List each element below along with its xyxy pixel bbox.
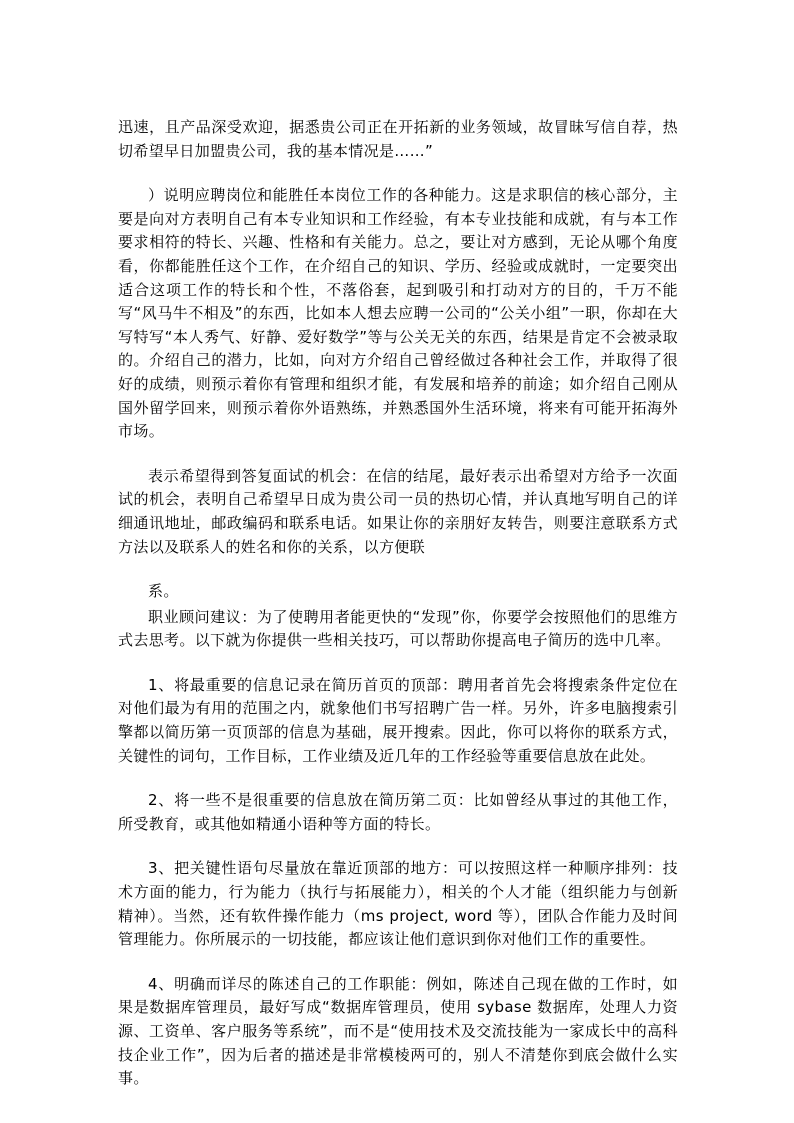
paragraph-tip-1: 1、将最重要的信息记录在简历首页的顶部：聘用者首先会将搜索条件定位在对他们最为有用的范围之内，就象他们书写招聘广告一样。另外，许多电脑搜索引擎都以简历第一页顶部的信息为基础，展开搜索。因此，你可以将你的联系方式，关键性的词句，工作目标，工作业绩及近几年的工作经验等重要信息放在此处。 xyxy=(118,675,678,765)
paragraph-tip-3: 3、把关键性语句尽量放在靠近顶部的地方：可以按照这样一种顺序排列：技术方面的能力，行为能力（执行与拓展能力），相关的个人才能（组织能力与创新精神）。当然，还有软件操作能力（ms project, word 等），团队合作能力及时间管理能力。你所展示的一切技能，都应该让他们意识到你对他们工作的重要性。 xyxy=(118,859,678,949)
paragraph-tip-4: 4、明确而详尽的陈述自己的工作职能：例如，陈述自己现在做的工作时，如果是数据库管理员，最好写成“数据库管理员，使用 sybase 数据库，处理人力资源、工资单、客户服务等系统”，而不是“使用技术及交流技能为一家成长中的高科技企业工作”，因为后者的描述是非常模棱两可的，别人不清楚你到底会做什么实事。 xyxy=(118,974,678,1088)
paragraph-interview-request: 表示希望得到答复面试的机会：在信的结尾，最好表示出希望对方给予一次面试的机会，表明自己希望早日成为贵公司一员的热切心情，并认真地写明自己的详细通讯地址，邮政编码和联系电话。如果让你的亲朋好友转告，则要注意联系方式方法以及联系人的姓名和你的关系，以方便联 xyxy=(118,466,678,556)
paragraph-career-advice: 职业顾问建议：为了使聘用者能更快的“发现”你，你要学会按照他们的思维方式去思考。以下就为你提供一些相关技巧，可以帮助你提高电子简历的选中几率。 xyxy=(118,607,678,650)
document-body xyxy=(118,116,678,1091)
paragraph-abilities: ）说明应聘岗位和能胜任本岗位工作的各种能力。这是求职信的核心部分，主要是向对方表明自己有本专业知识和工作经验，有本专业技能和成就，有与本工作要求相符的特长、兴趣、性格和有关能力。总之，要让对方感到，无论从哪个角度看，你都能胜任这个工作，在介绍自己的知识、学历、经验或成就时，一定要突出适合这项工作的特长和个性，不落俗套，起到吸引和打动对方的目的，千万不能写“风马牛不相及”的东西，比如本人想去应聘一公司的“公关小组”一职，你却在大写特写“本人秀气、好静、爱好数学”等与公关无关的东西，结果是肯定不会被录取的。介绍自己的潜力，比如，向对方介绍自己曾经做过各种社会工作，并取得了很好的成绩，则预示着你有管理和组织才能，有发展和培养的前途；如介绍自己刚从国外留学回来，则预示着你外语熟练，并熟悉国外生活环境，将来有可能开拓海外市场。 xyxy=(118,186,678,441)
paragraph-intro-continuation: 迅速，且产品深受欢迎，据悉贵公司正在开拓新的业务领域，故冒昧写信自荐，热切希望早日加盟贵公司，我的基本情况是……” xyxy=(118,118,678,160)
paragraph-tip-2: 2、将一些不是很重要的信息放在简历第二页：比如曾经从事过的其他工作，所受教育，或其他如精通小语种等方面的特长。 xyxy=(118,791,678,833)
paragraph-interview-request-end: 系。 xyxy=(148,582,179,601)
